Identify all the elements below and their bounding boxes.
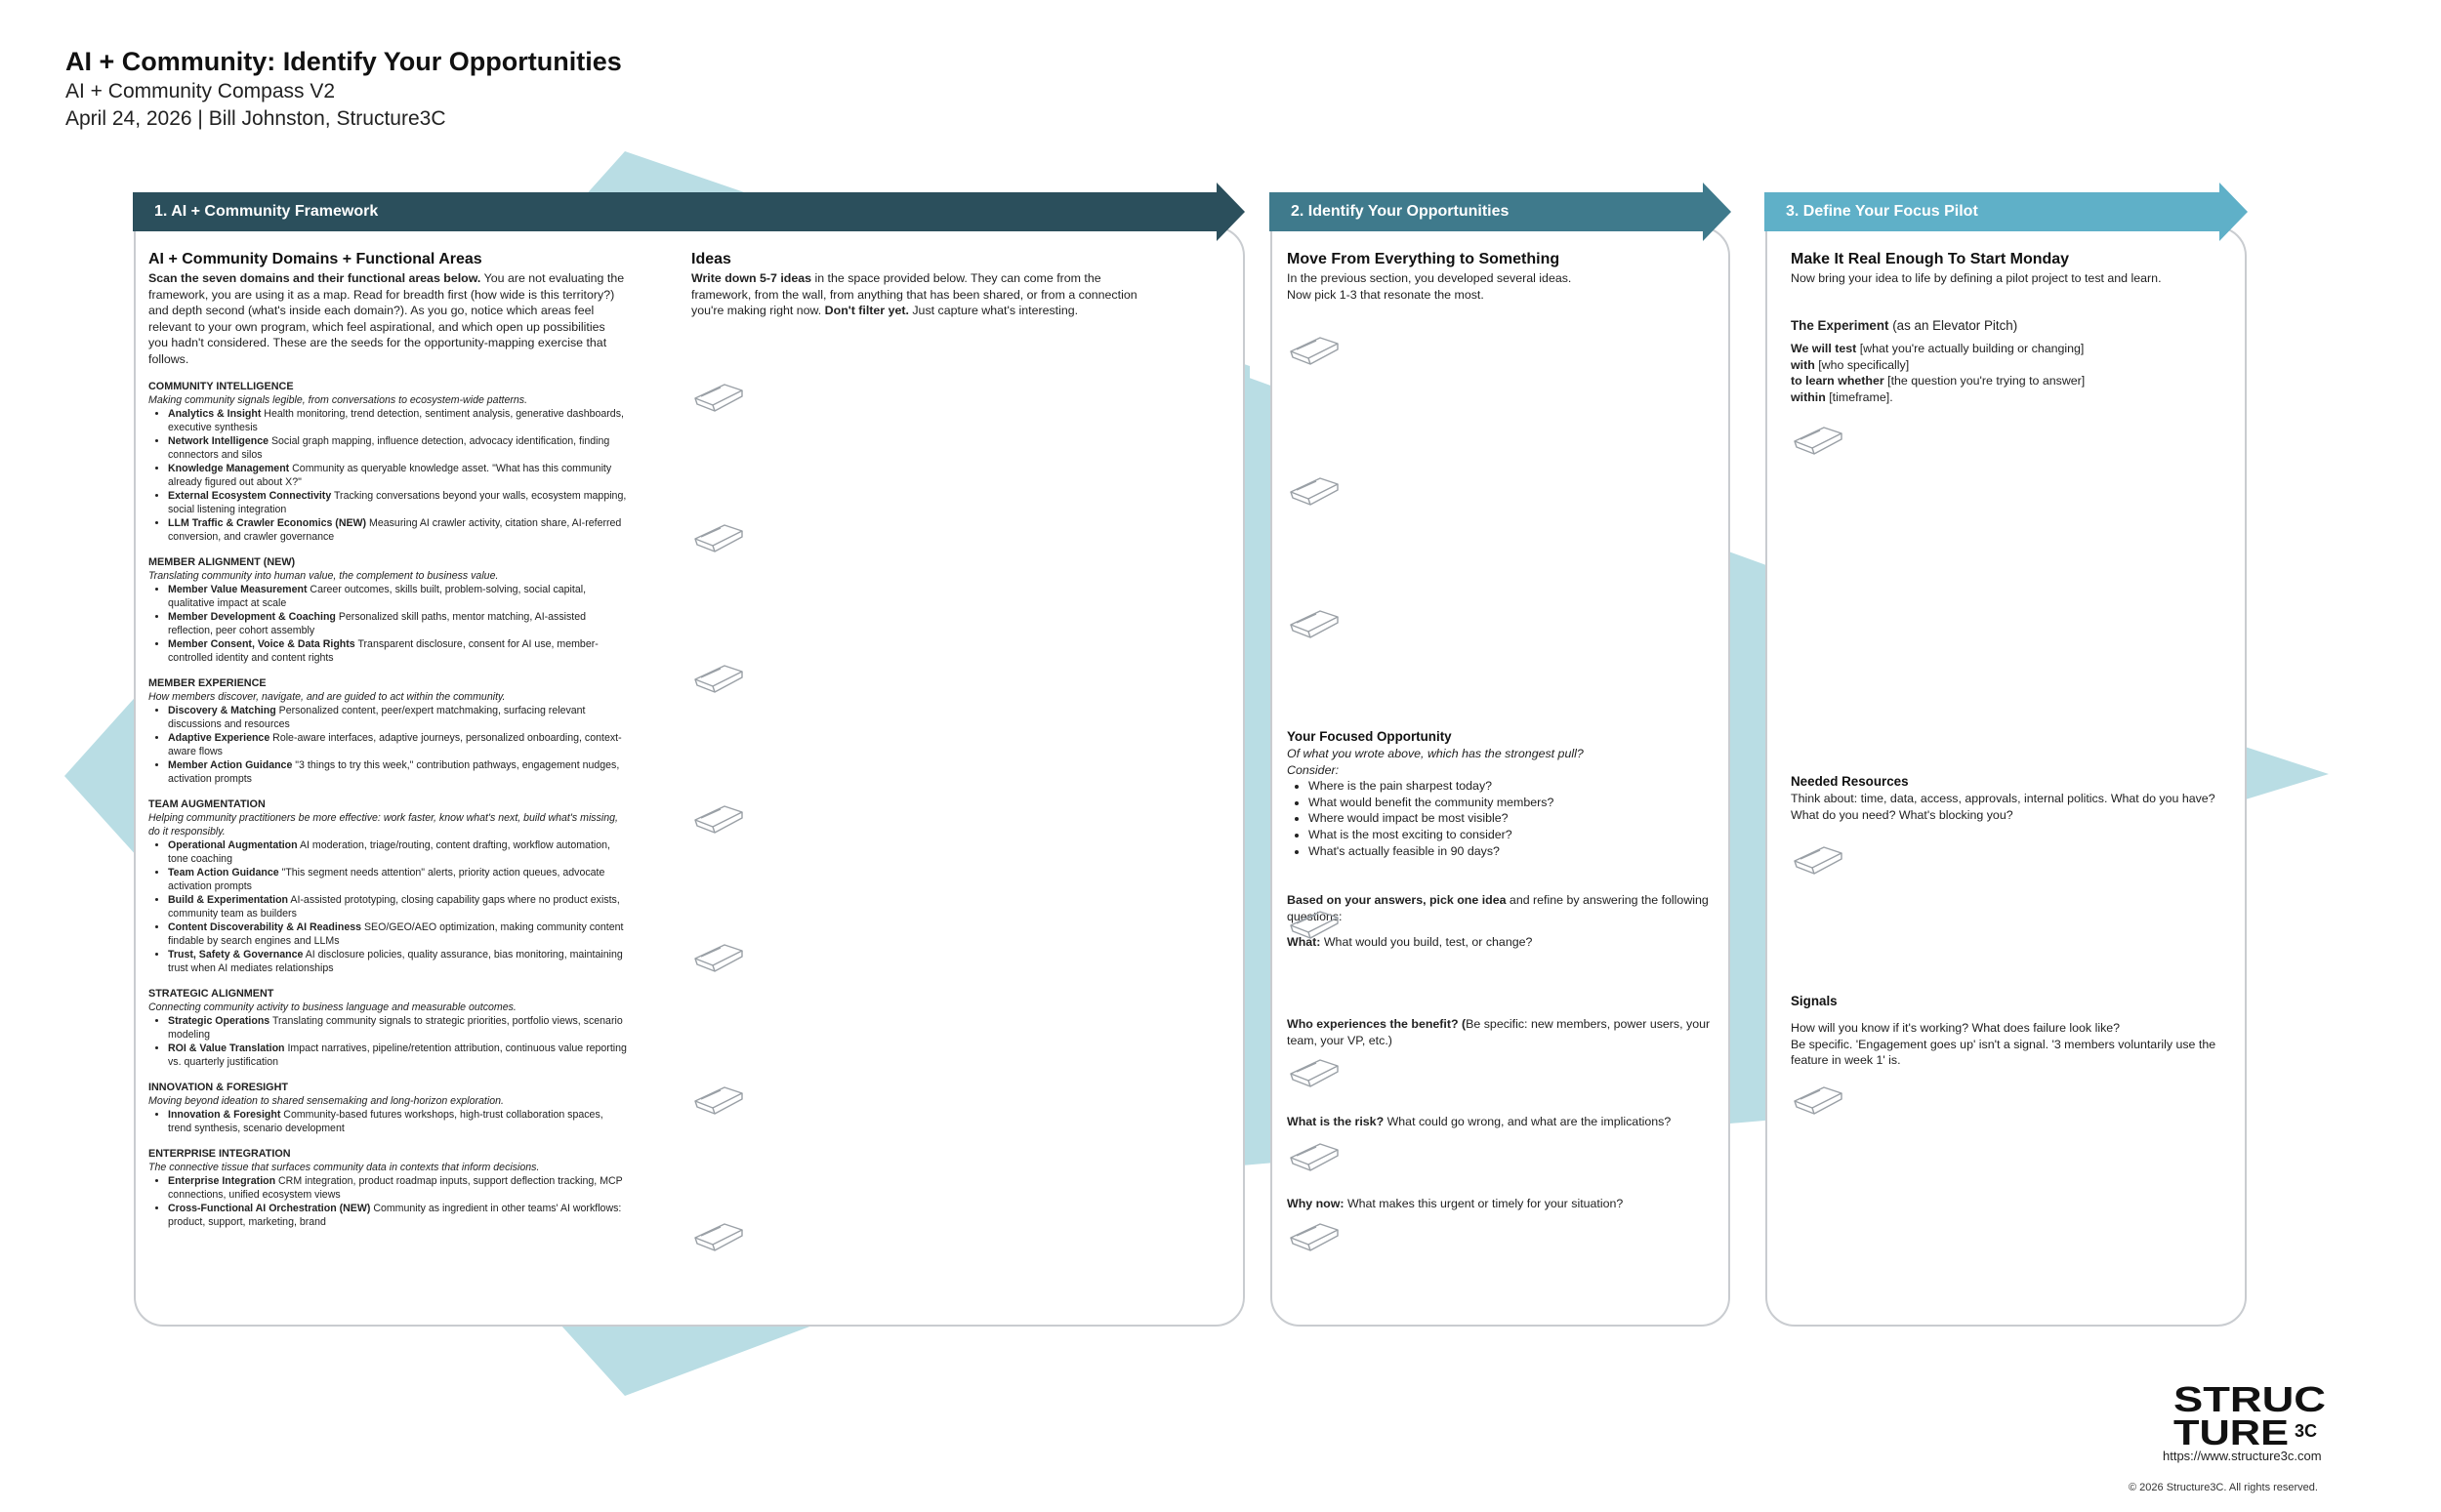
list-item: • What's actually feasible in 90 days?: [1308, 843, 1717, 860]
banner-focus-pilot-label: 3. Define Your Focus Pilot: [1786, 203, 1978, 220]
functional-area: • ROI & Value Translation Impact narratives, pipeline/retention attribution, continuous value reporting vs. quarterly justification: [168, 1042, 627, 1069]
experiment-line: with [who specifically]: [1791, 357, 1910, 372]
domain-name: MEMBER EXPERIENCE: [148, 676, 267, 689]
focused-opportunity-question: Of what you wrote above, which has the strongest pull?: [1287, 747, 1584, 760]
domain-description: Helping community practitioners be more effective: work faster, know what's next, build what's missing, do it responsibly.: [148, 811, 618, 838]
functional-area-list: [168, 838, 627, 975]
functional-area: • Enterprise Integration CRM integration, product roadmap inputs, support deflection tracking, MCP connections, unified ecosystem views: [168, 1174, 627, 1202]
resources-text: Think about: time, data, access, approvals, internal politics. What do you have? What do you need? What's blocking you?: [1791, 792, 2215, 822]
functional-area: • External Ecosystem Connectivity Tracking conversations beyond your walls, ecosystem mapping, social listening integration: [168, 489, 627, 516]
list-item: • Where would impact be most visible?: [1308, 810, 1717, 827]
ideas-instructions: Write down 5-7 ideas in the space provided below. They can come from the framework, from the wall, from anything that has been shared, or from a connection you're making right now. Don't filter yet. Just capture what's interesting.: [691, 271, 1138, 318]
domain-description: How members discover, navigate, and are guided to act within the community.: [148, 690, 506, 703]
page-subtitle: AI + Community Compass V2: [65, 80, 336, 102]
domains-heading: AI + Community Domains + Functional Areas: [148, 251, 482, 267]
domain-description: Making community signals legible, from conversations to ecosystem-wide patterns.: [148, 393, 528, 406]
pencil-icon: [1287, 472, 1342, 508]
pencil-icon: [1791, 841, 1845, 877]
logo-suffix: 3C: [2295, 1421, 2318, 1441]
functional-area: • Adaptive Experience Role-aware interfaces, adaptive journeys, personalized onboarding, context-aware flows: [168, 731, 627, 758]
pick-one-instructions: Based on your answers, pick one idea and refine by answering the following questions:: [1287, 893, 1709, 923]
functional-area: • Content Discoverability & AI Readiness SEO/GEO/AEO optimization, making community content findable by search engines and LLMs: [168, 920, 627, 948]
pencil-icon: [1287, 906, 1342, 941]
functional-area: • Team Action Guidance "This segment needs attention" alerts, priority action queues, advocate activation prompts: [168, 866, 627, 893]
pencil-icon: [1287, 1054, 1342, 1089]
opportunity-intro: [1287, 249, 1717, 303]
pencil-icon: [1791, 1082, 1845, 1117]
pilot-intro: [1791, 249, 2230, 287]
opportunity-intro-line-2: Now pick 1-3 that resonate the most.: [1287, 287, 1484, 302]
ideas-heading: Ideas: [691, 251, 731, 267]
domains-section: [148, 249, 627, 1229]
functional-area: • Member Value Measurement Career outcomes, skills built, problem-solving, social capital, qualitative impact at scale: [168, 583, 627, 610]
question-why-now: Why now: What makes this urgent or timely for your situation?: [1287, 1197, 1624, 1210]
pencil-icon: [691, 660, 746, 695]
experiment-section: [1791, 317, 2230, 405]
functional-area: • Innovation & Foresight Community-based futures workshops, high-trust collaboration spaces, trend synthesis, scenario development: [168, 1108, 627, 1135]
signals-text-1: How will you know if it's working? What does failure look like?: [1791, 1021, 2121, 1035]
functional-area: • Knowledge Management Community as queryable knowledge asset. "What has this community already figured out about X?": [168, 462, 627, 489]
functional-area: • Discovery & Matching Personalized content, peer/expert matchmaking, surfacing relevant discussions and resources: [168, 704, 627, 731]
consider-label: Consider:: [1287, 762, 1340, 777]
page-title: AI + Community: Identify Your Opportunities: [65, 47, 622, 76]
functional-area-list: [168, 1014, 627, 1069]
functional-area-list: [168, 704, 627, 786]
page-meta: April 24, 2026 | Bill Johnston, Structure3C: [65, 107, 446, 130]
domain-name: MEMBER ALIGNMENT (NEW): [148, 555, 296, 568]
copyright-notice: © 2026 Structure3C. All rights reserved.: [2129, 1482, 2318, 1493]
functional-area: • Member Action Guidance "3 things to try this week," contribution pathways, engagement nudges, activation prompts: [168, 758, 627, 786]
signals-text-2: Be specific. 'Engagement goes up' isn't a signal. '3 members voluntarily use the feature in week 1' is.: [1791, 1037, 2216, 1068]
banner-framework-label: 1. AI + Community Framework: [154, 203, 379, 220]
opportunity-heading: Move From Everything to Something: [1287, 251, 1560, 267]
domains-intro: Scan the seven domains and their functional areas below. You are not evaluating the framework, you are using it as a map. Read for breadth first (how wide is this territory?) and depth second (what's inside each domain?). As you go, notice which areas feel relevant to your own program, which feel aspirational, and which open up possibilities you hadn't considered. These are the seeds for the opportunity-mapping exercise that follows.: [148, 271, 625, 366]
domain-name: COMMUNITY INTELLIGENCE: [148, 380, 294, 392]
functional-area: • Operational Augmentation AI moderation, triage/routing, content drafting, workflow automation, tone coaching: [168, 838, 627, 866]
logo-line-1: STRUC: [2173, 1380, 2326, 1419]
pencil-icon: [1287, 332, 1342, 367]
functional-area: • Analytics & Insight Health monitoring, trend detection, sentiment analysis, generative dashboards, executive synthesis: [168, 407, 627, 434]
opportunity-intro-line-1: In the previous section, you developed several ideas.: [1287, 271, 1572, 285]
list-item: • What would benefit the community members?: [1308, 795, 1717, 811]
resources-section: [1791, 773, 2230, 823]
pencil-icon: [691, 1082, 746, 1117]
question-what: What: What would you build, test, or change?: [1287, 935, 1533, 949]
list-item: • What is the most exciting to consider?: [1308, 827, 1717, 843]
pencil-icon: [691, 379, 746, 414]
document-header: [65, 45, 622, 133]
functional-area-list: [168, 407, 627, 544]
domain-description: Connecting community activity to business language and measurable outcomes.: [148, 1001, 517, 1013]
list-item: • Where is the pain sharpest today?: [1308, 778, 1717, 795]
functional-area: • LLM Traffic & Crawler Economics (NEW) Measuring AI crawler activity, citation share, AI-referred conversion, and crawler governance: [168, 516, 627, 544]
functional-area: • Trust, Safety & Governance AI disclosure policies, quality assurance, bias monitoring, maintaining trust when AI mediates relationships: [168, 948, 627, 975]
domain-name: TEAM AUGMENTATION: [148, 797, 266, 810]
question-who: Who experiences the benefit? (Be specific: new members, power users, your team, your VP, etc.): [1287, 1017, 1711, 1047]
pencil-icon: [1791, 422, 1845, 457]
resources-heading: Needed Resources: [1791, 774, 1909, 789]
pencil-icon: [691, 1218, 746, 1253]
pilot-heading: Make It Real Enough To Start Monday: [1791, 251, 2070, 267]
domain-name: ENTERPRISE INTEGRATION: [148, 1147, 291, 1160]
functional-area-list: [168, 1174, 627, 1229]
signals-heading: Signals: [1791, 994, 1838, 1008]
structure3c-logo: [2173, 1380, 2328, 1449]
domain-list: [148, 380, 627, 1229]
domain-name: STRATEGIC ALIGNMENT: [148, 987, 274, 1000]
domain-description: The connective tissue that surfaces community data in contexts that inform decisions.: [148, 1161, 540, 1173]
functional-area: • Cross-Functional AI Orchestration (NEW) Community as ingredient in other teams' AI workflows: product, support, marketing, brand: [168, 1202, 627, 1229]
pencil-icon: [1287, 605, 1342, 640]
background-triangle-right: [2236, 744, 2329, 802]
ideas-section: [691, 249, 1150, 319]
functional-area-list: [168, 1108, 627, 1135]
functional-area: • Member Development & Coaching Personalized skill paths, mentor matching, AI-assisted reflection, peer cohort assembly: [168, 610, 627, 637]
domain-description: Moving beyond ideation to shared sensemaking and long-horizon exploration.: [148, 1094, 504, 1107]
website-url[interactable]: https://www.structure3c.com: [2163, 1449, 2322, 1463]
functional-area: • Build & Experimentation AI-assisted prototyping, closing capability gaps where no product exists, community team as builders: [168, 893, 627, 920]
experiment-line: within [timeframe].: [1791, 389, 1893, 404]
logo-line-2: TURE: [2173, 1412, 2289, 1449]
experiment-heading: The Experiment (as an Elevator Pitch): [1791, 318, 2018, 333]
focused-opportunity-heading: Your Focused Opportunity: [1287, 729, 1452, 744]
experiment-line: to learn whether [the question you're trying to answer]: [1791, 374, 2086, 388]
functional-area: • Member Consent, Voice & Data Rights Transparent disclosure, consent for AI use, member-controlled identity and content rights: [168, 637, 627, 665]
signals-section: [1791, 993, 2230, 1069]
pilot-intro-text: Now bring your idea to life by defining a pilot project to test and learn.: [1791, 271, 2162, 285]
domain-description: Translating community into human value, the complement to business value.: [148, 569, 499, 582]
pencil-icon: [1287, 1138, 1342, 1173]
pencil-icon: [691, 519, 746, 554]
domain-name: INNOVATION & FORESIGHT: [148, 1081, 288, 1093]
functional-area: • Strategic Operations Translating community signals to strategic priorities, portfolio views, scenario modeling: [168, 1014, 627, 1042]
pencil-icon: [691, 800, 746, 836]
question-risk: What is the risk? What could go wrong, and what are the implications?: [1287, 1115, 1672, 1128]
banner-opportunities-label: 2. Identify Your Opportunities: [1291, 203, 1510, 220]
functional-area: • Network Intelligence Social graph mapping, influence detection, advocacy identification, finding connectors and silos: [168, 434, 627, 462]
experiment-line: We will test [what you're actually building or changing]: [1791, 342, 2085, 355]
pencil-icon: [691, 939, 746, 974]
focused-opportunity-section: [1287, 728, 1717, 859]
consider-list: [1308, 778, 1717, 859]
functional-area-list: [168, 583, 627, 665]
pencil-icon: [1287, 1218, 1342, 1253]
